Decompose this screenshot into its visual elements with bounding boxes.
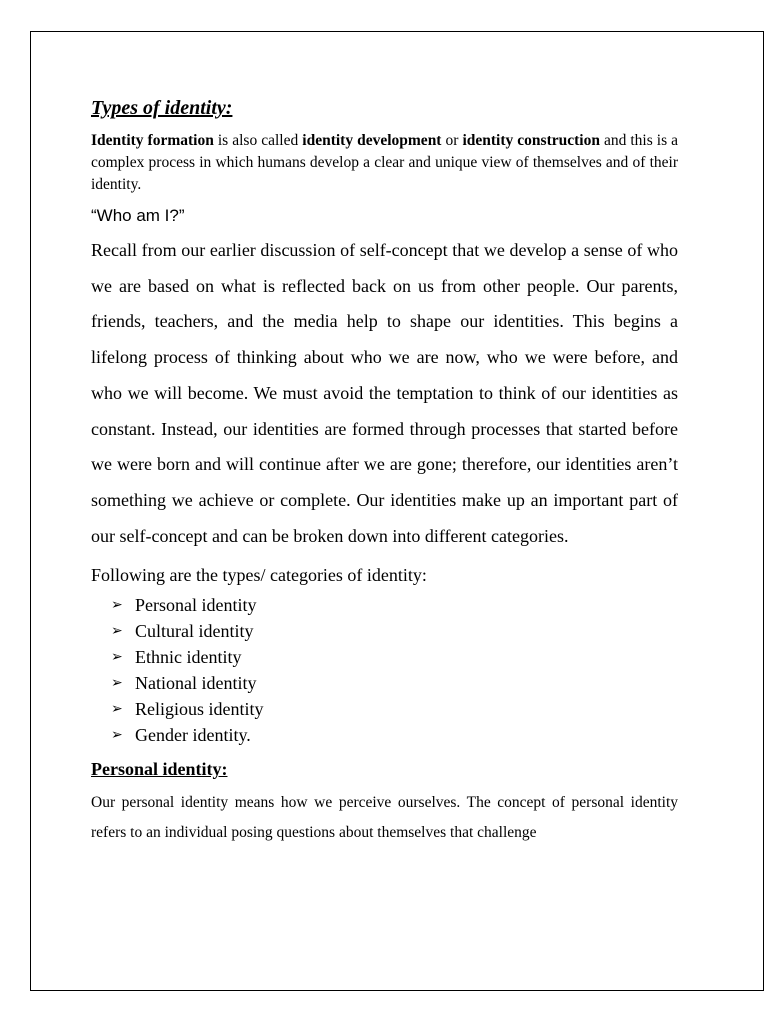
- arrow-bullet-icon: ➢: [111, 727, 123, 744]
- document-content: [91, 94, 678, 848]
- self-concept-paragraph: Recall from our earlier discussion of self-concept that we develop a sense of who we are based on what is reflected back on us from other people. Our parents, friends, teachers, and the media help to shape our identities. This begins a lifelong process of thinking about who we are now, who we were before, and who we will become. We must avoid the temptation to think of our identities as constant. Instead, our identities are formed through processes that started before we were born and will continue after we are gone; therefore, our identities aren’t something we achieve or complete. Our identities make up an important part of our self-concept and can be broken down into different categories.: [91, 240, 678, 546]
- list-item-label: Cultural identity: [135, 621, 254, 642]
- who-am-i-question: “Who am I?”: [91, 206, 185, 225]
- list-item-label: Religious identity: [135, 699, 264, 720]
- list-item-label: Gender identity.: [135, 725, 251, 746]
- list-item-label: Ethnic identity: [135, 647, 242, 668]
- arrow-bullet-icon: ➢: [111, 675, 123, 692]
- list-item: [111, 592, 678, 618]
- list-item: [111, 618, 678, 644]
- term-identity-formation: Identity formation: [91, 132, 214, 149]
- identity-types-list: [91, 592, 678, 748]
- list-item-label: National identity: [135, 673, 257, 694]
- personal-identity-heading: Personal identity:: [91, 759, 228, 780]
- intro-text-1: is also called: [213, 132, 303, 149]
- list-item: [111, 722, 678, 748]
- list-intro: Following are the types/ categories of identity:: [91, 565, 427, 586]
- arrow-bullet-icon: ➢: [111, 597, 123, 614]
- list-item: [111, 696, 678, 722]
- document-title: Types of identity:: [91, 97, 233, 119]
- arrow-bullet-icon: ➢: [111, 701, 123, 718]
- arrow-bullet-icon: ➢: [111, 623, 123, 640]
- arrow-bullet-icon: ➢: [111, 649, 123, 666]
- intro-text-3: and this is a complex process in which humans develop a clear and unique view of themselves and of their identity.: [91, 132, 679, 193]
- list-item: [111, 644, 678, 670]
- list-item: [111, 670, 678, 696]
- term-identity-development: identity development: [302, 132, 442, 149]
- list-item-label: Personal identity: [135, 595, 257, 616]
- personal-identity-paragraph: Our personal identity means how we perceive ourselves. The concept of personal identity refers to an individual posing questions about themselves that challenge: [91, 794, 678, 842]
- intro-paragraph: [91, 130, 678, 196]
- intro-text-2: or: [441, 132, 463, 149]
- term-identity-construction: identity construction: [462, 132, 600, 149]
